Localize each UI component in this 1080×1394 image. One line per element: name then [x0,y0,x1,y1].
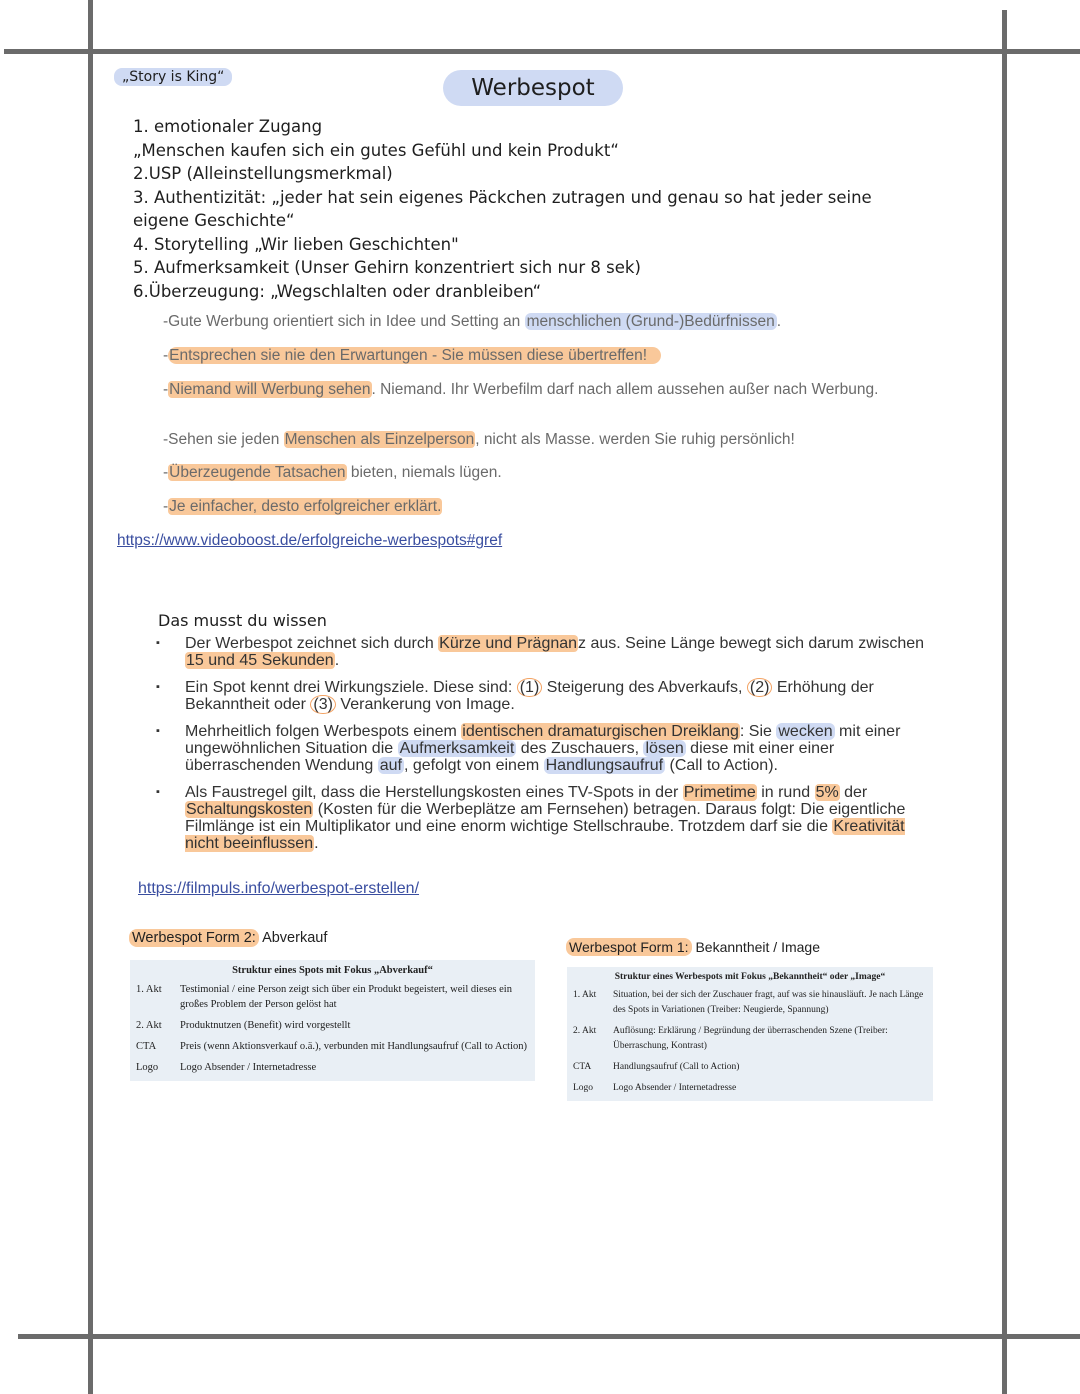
tip-1: -Gute Werbung orientiert sich in Idee und Setting an menschlichen (Grund-)Bedürfnissen . [163,313,782,330]
must-item-3: ▪ Mehrheitlich folgen Werbespots einem identischen dramaturgischen Dreiklang: Sie wecken mit einer ungewöhnlichen Situation die Aufmerksamkeit des Zuschauers, lösen diese mit einer einer überraschenden Wendung auf , gefolgt von einem Handlungsaufruf (Call to Action). [185,723,928,774]
form2-table [130,960,535,1081]
point-4: 4. Storytelling „Wir lieben Geschichten" [133,234,459,254]
form2-table-wrap [130,960,535,1081]
form2-table-title: Struktur eines Spots mit Fokus „Abverkauf“ [232,965,433,976]
table-row: Logo Logo Absender / Internetadresse [136,1062,317,1073]
form2-label: Werbespot Form 2: Abverkauf [129,930,327,946]
table-row: CTA Preis (wenn Aktionsverkauf o.ä.), verbunden mit Handlungsaufruf (Call to Action) [136,1041,528,1052]
frame-top-line [4,49,1080,54]
must-know-heading: Das musst du wissen [158,611,327,630]
tip-2: -Entsprechen sie nie den Erwartungen - Sie müssen diese übertreffen! [163,347,883,365]
form1-table-wrap [567,967,933,1101]
must-item-2: ▪ Ein Spot kennt drei Wirkungsziele. Diese sind: (1) Steigerung des Abverkaufs, (2) Erhöhung der Bekanntheit oder (3) Verankerung von Image. [185,679,928,713]
frame-bottom-line [18,1334,1080,1339]
tip-6: -Je einfacher, desto erfolgreicher erklärt. [163,498,442,515]
tip-5: -Überzeugende Tatsachen bieten, niemals lügen. [163,464,502,481]
tip-3: -Niemand will Werbung sehen. Niemand. Ihr Werbefilm darf nach allem aussehen außer nach Werbung. [163,381,879,398]
tip-4: -Sehen sie jeden Menschen als Einzelperson, nicht als Masse. werden Sie ruhig persönlich! [163,431,795,448]
story-tag: „Story is King“ [114,68,232,86]
frame-right-line [1002,10,1007,1394]
table-row: 1. Akt Testimonial / eine Person zeigt sich über ein Produkt begeistert, weil dieses ein großes Problem der Person gelöst hat [136,984,512,1010]
form1-label: Werbespot Form 1: Bekanntheit / Image [566,939,820,955]
form1-table [567,967,933,1101]
must-know-list [158,635,928,862]
frame-left-line [88,0,93,1394]
point-2: 2.USP (Alleinstellungsmerkmal) [133,164,393,183]
point-6: 6.Überzeugung: „Wegschlalten oder dranbleiben“ [133,281,542,301]
table-row: Logo Logo Absender / Internetadresse [573,1083,737,1093]
point-5: 5. Aufmerksamkeit (Unser Gehirn konzentriert sich nur 8 sek) [133,258,641,277]
point-3: 3. Authentizität: „jeder hat sein eigenes Päckchen zutragen und genau so hat jeder seine eigene Geschichte“ [133,187,872,230]
page-title: Werbespot [443,70,623,106]
table-row: 2. Akt Produktnutzen (Benefit) wird vorgestellt [136,1020,351,1031]
form1-table-title: Struktur eines Werbespots mit Fokus „Bekanntheit“ oder „Image“ [614,972,886,982]
point-1: 1. emotionaler Zugang [133,117,323,136]
table-row: 2. Akt Auflösung: Erklärung / Begründung der überraschenden Szene (Treiber: Überraschung, Kontrast) [573,1026,888,1051]
point-1-quote: „Menschen kaufen sich ein gutes Gefühl und kein Produkt“ [133,140,619,160]
table-row: 1. Akt Situation, bei der sich der Zuschauer fragt, auf was sie hinausläuft. Je nach Länge des Spots in Variationen (Treiber: Neugierde, Spannung) [573,990,924,1015]
must-item-4: ▪ Als Faustregel gilt, dass die Herstellungskosten eines TV-Spots in der Primetime in rund 5% der Schaltungskosten (Kosten für die Werbeplätze am Fernsehen) betragen. Daraus folgt: Die eigentliche Filmlänge ist ein Multiplikator und eine enorm wichtige Stellschraube. Trotzdem darf sie die Kreativität nicht beeinflussen. [185,784,928,852]
table-row: CTA Handlungsaufruf (Call to Action) [573,1062,740,1072]
videoboost-link[interactable]: https://www.videoboost.de/erfolgreiche-werbespots#gref [117,532,503,549]
must-item-1: ▪ Der Werbespot zeichnet sich durch Kürze und Prägnanz aus. Seine Länge bewegt sich darum zwischen 15 und 45 Sekunden. [185,635,928,669]
key-points [133,115,893,303]
filmpuls-link[interactable]: https://filmpuls.info/werbespot-erstellen/ [138,880,420,897]
